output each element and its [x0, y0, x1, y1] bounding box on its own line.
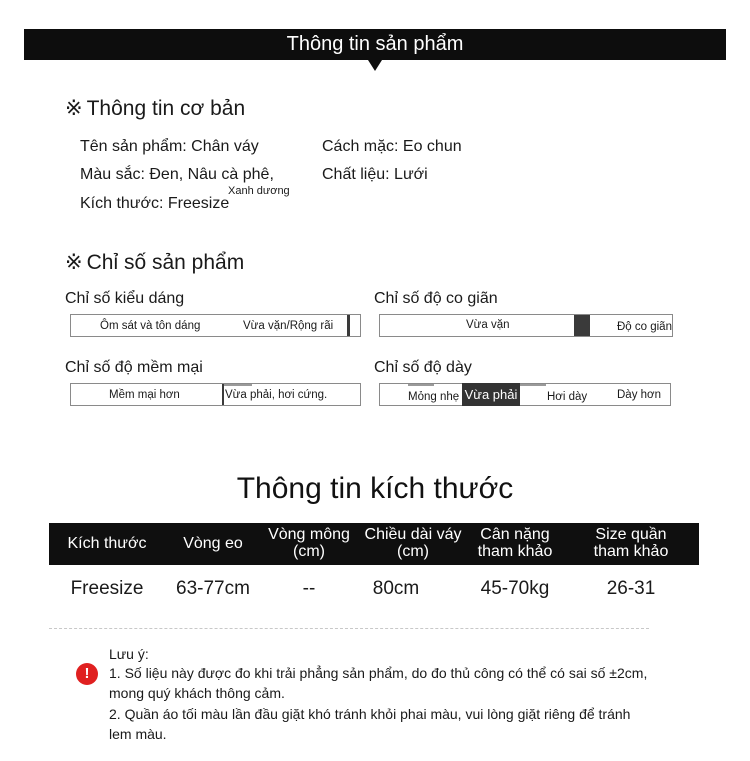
material: Chất liệu: Lưới	[322, 166, 428, 183]
indicators-heading-text: Chỉ số sản phẩm	[86, 251, 245, 274]
product-name: Tên sản phẩm: Chân váy	[80, 138, 259, 155]
warning-icon: !	[76, 663, 98, 685]
stretch-selected-marker	[574, 315, 590, 336]
size-table-header	[49, 523, 699, 565]
note-line-3: 2. Quần áo tối màu lần đầu giặt khó tránh khỏi phai màu, vui lòng giặt riêng để tránh	[109, 706, 631, 722]
softness-selected-marker	[222, 384, 224, 405]
size-cell-weight: 45-70kg	[480, 578, 550, 599]
softness-indicator-scale	[70, 383, 361, 406]
softness-indicator-label: Chỉ số độ mềm mại	[65, 359, 203, 376]
thickness-thick-shade	[520, 384, 546, 386]
product-color: Màu sắc: Đen, Nâu cà phê,	[80, 166, 274, 183]
section-banner	[24, 29, 726, 60]
indicators-heading	[65, 250, 244, 275]
size-cell-length: 80cm	[372, 578, 420, 599]
stretch-indicator-label: Chỉ số độ co giãn	[374, 290, 498, 307]
fit-indicator-label: Chỉ số kiểu dáng	[65, 290, 185, 307]
stretch-indicator-scale	[379, 314, 673, 337]
softness-option-medium: Vừa phải, hơi cứng.	[225, 389, 328, 401]
size-header-waist: Vòng eo	[183, 534, 243, 552]
banner-notch	[368, 60, 382, 71]
size-cell-size: Freesize	[70, 578, 144, 599]
stretch-option-elastic: Độ co giãn	[617, 321, 672, 333]
basic-info-heading	[65, 96, 245, 121]
reference-mark-icon: ※	[65, 251, 83, 274]
basic-info-heading-text: Thông tin cơ bản	[86, 97, 246, 120]
size-header-size: Kích thước	[67, 534, 147, 552]
size-info-title: Thông tin kích thước	[236, 472, 514, 505]
fit-option-regular: Vừa vặn/Rộng rãi	[243, 320, 334, 332]
thickness-thin-shade	[408, 384, 434, 386]
size-cell-waist: 63-77cm	[176, 578, 250, 599]
size-cell-hip: --	[302, 578, 316, 599]
divider	[49, 628, 649, 629]
note-line-4: lem màu.	[109, 726, 167, 742]
thickness-option-thick: Hơi dày	[547, 391, 588, 403]
size-header-length: Chiều dài váy (cm)	[364, 526, 462, 560]
softness-option-soft: Mềm mại hơn	[109, 389, 180, 401]
note-title: Lưu ý:	[109, 646, 149, 662]
fit-selected-marker	[347, 315, 350, 336]
thickness-option-medium-selected: Vừa phải	[462, 383, 520, 406]
size-header-pants-size: Size quần tham khảo	[593, 526, 669, 560]
fit-option-slim: Ôm sát và tôn dáng	[100, 320, 201, 332]
thickness-indicator-label: Chỉ số độ dày	[374, 359, 472, 376]
product-color-extra: Xanh dương	[228, 185, 290, 197]
thickness-option-thin: Mỏng nhẹ	[408, 391, 460, 403]
note-line-1: 1. Số liệu này được đo khi trải phẳng sản phẩm, do đo thủ công có thể có sai số ±2cm,	[109, 665, 648, 681]
reference-mark-icon: ※	[65, 97, 83, 120]
size-header-weight: Cân nặng tham khảo	[477, 526, 553, 560]
product-size: Kích thước: Freesize	[80, 195, 230, 212]
banner-title: Thông tin sản phẩm	[286, 33, 464, 55]
wear-style: Cách mặc: Eo chun	[322, 138, 462, 155]
size-cell-pants-size: 26-31	[606, 578, 656, 599]
thickness-option-thicker: Dày hơn	[617, 389, 661, 401]
note-line-2: mong quý khách thông cảm.	[109, 685, 285, 701]
thickness-indicator-scale	[379, 383, 671, 406]
softness-selected-shade	[224, 384, 252, 386]
fit-indicator-scale	[70, 314, 361, 337]
stretch-option-fitted: Vừa vặn	[466, 319, 510, 331]
size-header-hip: Vòng mông (cm)	[268, 526, 350, 560]
